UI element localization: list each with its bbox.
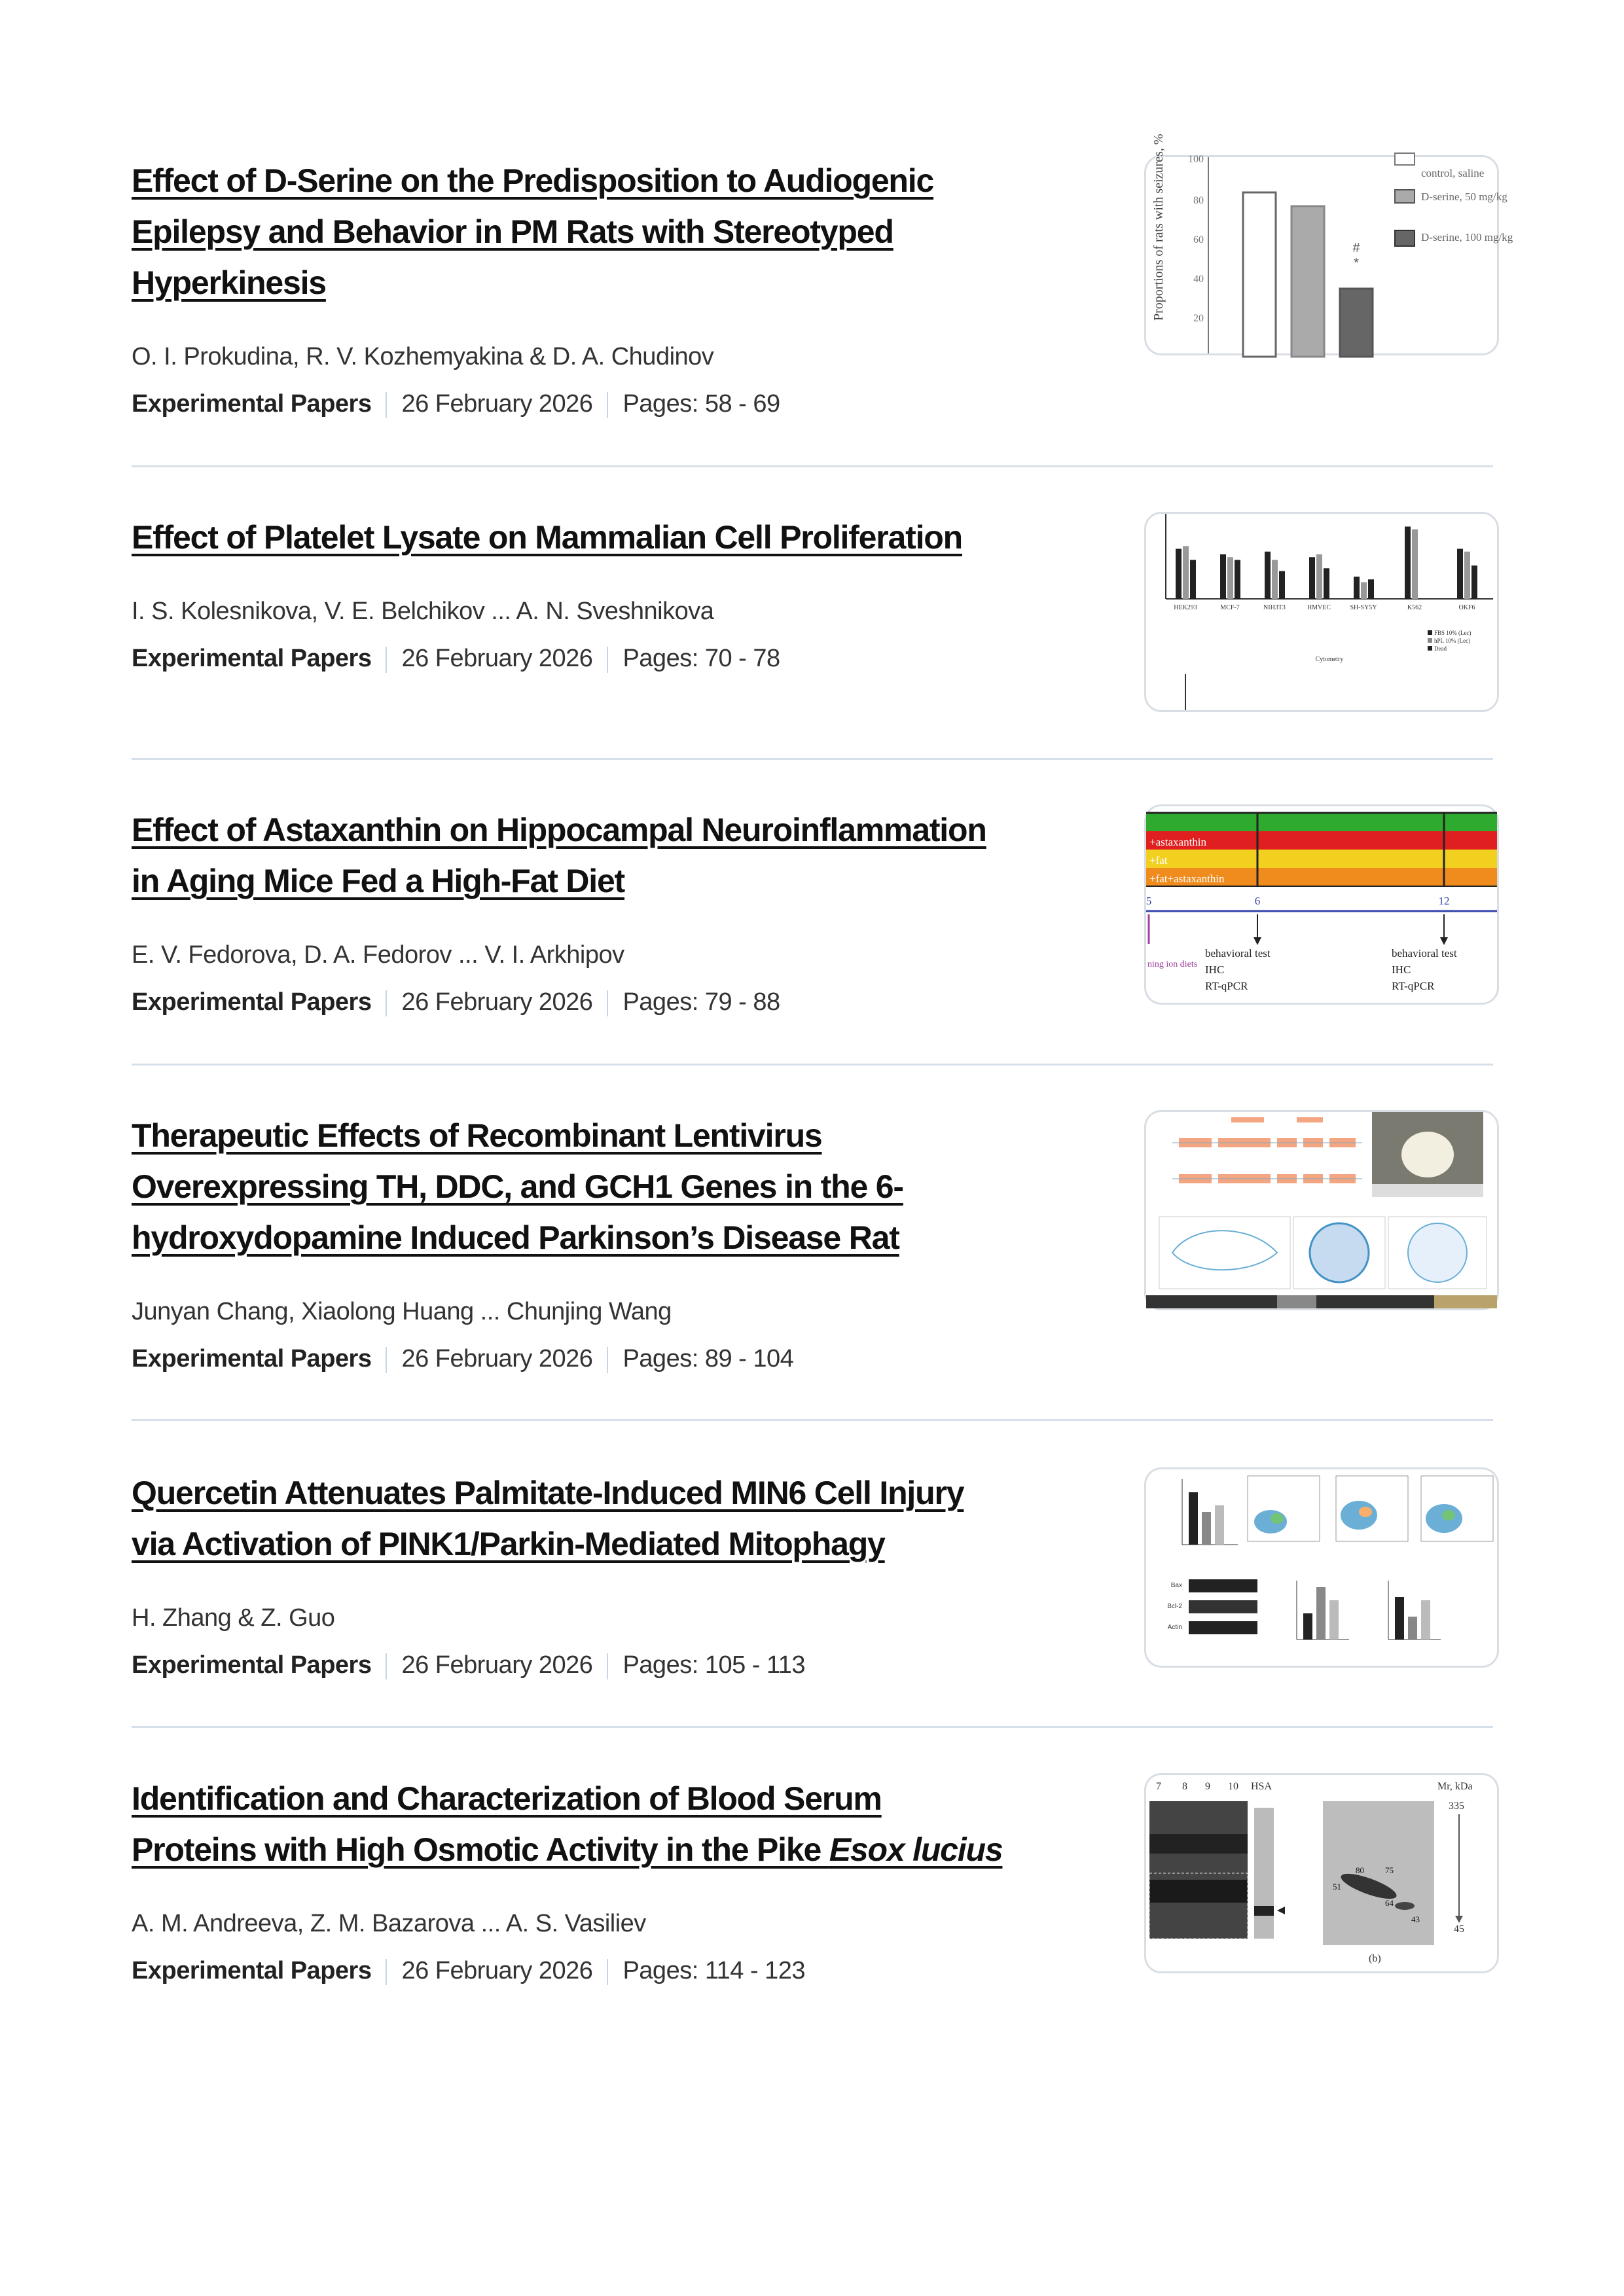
bar bbox=[1471, 565, 1477, 599]
timeline-note: behavioral test bbox=[1205, 947, 1271, 960]
meta-separator bbox=[607, 647, 608, 673]
article-item bbox=[132, 1467, 1493, 1689]
y-tick: 20 bbox=[1193, 313, 1204, 324]
bar bbox=[1316, 554, 1322, 599]
divider bbox=[132, 758, 1493, 760]
article-title-link[interactable]: Identification and Characterization of Blood Serum Proteins with High Osmotic Activity in the Pike Esox lucius bbox=[132, 1780, 1003, 1868]
article-pages: Pages: 70 - 78 bbox=[623, 645, 780, 672]
panel-label: (b) bbox=[1369, 1953, 1381, 1964]
x-tick: MCF-7 bbox=[1220, 604, 1240, 611]
divider bbox=[132, 1419, 1493, 1421]
article-authors: E. V. Fedorova, D. A. Fedorov ... V. I. Arkhipov bbox=[132, 941, 624, 969]
article-thumbnail[interactable] bbox=[1144, 1773, 1499, 1973]
article-type: Experimental Papers bbox=[132, 1957, 372, 1984]
article-item bbox=[132, 512, 1493, 682]
article-date: 26 February 2026 bbox=[401, 1651, 593, 1679]
bar bbox=[1309, 557, 1315, 599]
article-thumbnail[interactable] bbox=[1144, 1110, 1499, 1310]
timepoint: 6 bbox=[1254, 895, 1261, 907]
mr-tick: 45 bbox=[1454, 1924, 1464, 1935]
bar bbox=[1176, 549, 1182, 600]
timeline-note: RT-qPCR bbox=[1205, 980, 1248, 992]
article-title-link[interactable]: Effect of Platelet Lysate on Mammalian Cell Proliferation bbox=[132, 519, 962, 556]
article-type: Experimental Papers bbox=[132, 390, 372, 418]
legend-item: Dead bbox=[1434, 645, 1447, 652]
x-tick: NIH3T3 bbox=[1263, 604, 1286, 611]
bar bbox=[1405, 527, 1411, 600]
significance-mark: # bbox=[1352, 241, 1360, 255]
article-title-link[interactable]: Therapeutic Effects of Recombinant Lentivirus Overexpressing TH, DDC, and GCH1 Genes in the 6- hydroxydopamine Induced Parkinson’s Disease Rat bbox=[132, 1117, 903, 1256]
spot-label: 51 bbox=[1333, 1882, 1341, 1892]
meta-separator bbox=[386, 1959, 387, 1985]
divider bbox=[132, 1726, 1493, 1728]
bar bbox=[1324, 568, 1329, 599]
group-label: +fat+astaxanthin bbox=[1149, 872, 1225, 885]
timeline-note: behavioral test bbox=[1392, 947, 1457, 960]
meta-separator bbox=[386, 1347, 387, 1373]
group-label: +fat bbox=[1149, 854, 1168, 867]
spot-label: 80 bbox=[1356, 1865, 1364, 1875]
article-title[interactable] bbox=[132, 512, 1113, 563]
article-date: 26 February 2026 bbox=[401, 645, 593, 672]
article-pages: Pages: 105 - 113 bbox=[623, 1651, 806, 1679]
article-authors: Junyan Chang, Xiaolong Huang ... Chunjing Wang bbox=[132, 1298, 672, 1325]
legend-item: FBS 10% (Lec) bbox=[1434, 630, 1471, 636]
timeline-note: ning ion diets bbox=[1147, 960, 1198, 969]
spot-label: 64 bbox=[1385, 1898, 1394, 1908]
article-pages: Pages: 114 - 123 bbox=[623, 1957, 806, 1984]
meta-separator bbox=[607, 1653, 608, 1679]
y-tick: 40 bbox=[1193, 274, 1204, 285]
lane-label: 7 bbox=[1156, 1781, 1161, 1792]
meta-separator bbox=[607, 1347, 608, 1373]
article-title-link[interactable]: Effect of D-Serine on the Predisposition to Audiogenic Epilepsy and Behavior in PM Rats with Stereotyped Hyperkinesis bbox=[132, 162, 934, 301]
divider bbox=[132, 1064, 1493, 1066]
article-authors: I. S. Kolesnikova, V. E. Belchikov ... A. N. Sveshnikova bbox=[132, 598, 714, 625]
y-tick: 100 bbox=[1188, 154, 1204, 165]
article-pages: Pages: 79 - 88 bbox=[623, 988, 780, 1016]
legend-item: control, saline bbox=[1421, 167, 1485, 179]
bar bbox=[1464, 552, 1470, 599]
x-tick: OKF6 bbox=[1458, 604, 1475, 611]
article-authors: O. I. Prokudina, R. V. Kozhemyakina & D. A. Chudinov bbox=[132, 343, 714, 370]
article-meta bbox=[132, 380, 1493, 427]
timeline-note: IHC bbox=[1205, 963, 1225, 976]
x-tick: SH-SY5Y bbox=[1350, 604, 1377, 611]
meta-separator bbox=[386, 990, 387, 1016]
article-item bbox=[132, 1110, 1493, 1382]
bar bbox=[1183, 546, 1189, 599]
bar bbox=[1272, 560, 1278, 600]
meta-separator bbox=[386, 647, 387, 673]
bar bbox=[1368, 579, 1374, 599]
article-title-link[interactable]: Effect of Astaxanthin on Hippocampal Neuroinflammation in Aging Mice Fed a High-Fat Diet bbox=[132, 812, 986, 899]
article-item bbox=[132, 804, 1493, 1026]
x-tick: HMVEC bbox=[1307, 604, 1331, 611]
proliferation-figure bbox=[1146, 514, 1497, 710]
bar-50mg bbox=[1291, 206, 1324, 357]
y-tick: 60 bbox=[1193, 234, 1204, 245]
timeline-note: IHC bbox=[1392, 963, 1411, 976]
article-item bbox=[132, 134, 1513, 427]
bar bbox=[1235, 560, 1240, 600]
lentivirus-figure bbox=[1146, 1112, 1497, 1308]
y-tick: 80 bbox=[1193, 195, 1204, 206]
timepoint: 12 bbox=[1438, 895, 1450, 907]
bar-100mg bbox=[1340, 289, 1373, 357]
bar bbox=[1220, 554, 1226, 599]
article-title-link[interactable]: Quercetin Attenuates Palmitate-Induced MIN6 Cell Injury via Activation of PINK1/Parkin-Mediated Mitophagy bbox=[132, 1475, 964, 1562]
article-type: Experimental Papers bbox=[132, 1345, 372, 1372]
species-name: Esox lucius bbox=[829, 1831, 1003, 1868]
timepoint: 5 bbox=[1146, 895, 1152, 907]
lane-label: 8 bbox=[1182, 1781, 1187, 1792]
mr-label: Mr, kDa bbox=[1437, 1781, 1473, 1792]
figure-ylabel: Proportions of rats with seizures, % bbox=[1151, 134, 1166, 321]
article-title[interactable] bbox=[132, 1773, 1113, 1875]
article-authors: A. M. Andreeva, Z. M. Bazarova ... A. S. Vasiliev bbox=[132, 1910, 646, 1937]
x-label: Cytometry bbox=[1315, 656, 1344, 663]
article-title[interactable] bbox=[132, 1110, 1113, 1263]
article-title[interactable] bbox=[132, 155, 1113, 308]
x-tick: HEK293 bbox=[1174, 604, 1197, 611]
lane-label: 9 bbox=[1205, 1781, 1210, 1792]
meta-separator bbox=[386, 392, 387, 418]
article-thumbnail[interactable] bbox=[1144, 1467, 1499, 1668]
bar bbox=[1190, 560, 1196, 600]
article-thumbnail[interactable] bbox=[1144, 512, 1499, 712]
article-type: Experimental Papers bbox=[132, 988, 372, 1016]
article-type: Experimental Papers bbox=[132, 1651, 372, 1679]
article-authors: H. Zhang & Z. Guo bbox=[132, 1604, 335, 1632]
spot-label: 43 bbox=[1411, 1914, 1420, 1924]
article-item bbox=[132, 1773, 1493, 1994]
legend-item: D-serine, 100 mg/kg bbox=[1421, 231, 1513, 243]
timeline-figure bbox=[1146, 806, 1497, 1003]
article-title[interactable] bbox=[132, 1467, 1113, 1570]
bar bbox=[1265, 552, 1271, 599]
lane-label: HSA bbox=[1251, 1781, 1272, 1792]
bar bbox=[1361, 583, 1367, 600]
article-date: 26 February 2026 bbox=[401, 988, 593, 1016]
bar-control bbox=[1243, 192, 1276, 357]
electrophoresis-figure bbox=[1146, 1775, 1497, 1971]
bar bbox=[1412, 529, 1418, 599]
article-title[interactable] bbox=[132, 804, 1113, 906]
meta-separator bbox=[386, 1653, 387, 1679]
article-type: Experimental Papers bbox=[132, 645, 372, 672]
x-tick: K562 bbox=[1407, 604, 1422, 611]
bar bbox=[1354, 577, 1360, 599]
article-meta bbox=[132, 1335, 1493, 1382]
blot-label: Actin bbox=[1167, 1624, 1182, 1631]
article-date: 26 February 2026 bbox=[401, 1957, 593, 1984]
legend-item: hPL 10% (Lec) bbox=[1434, 637, 1471, 644]
group-label: +astaxanthin bbox=[1149, 836, 1207, 848]
article-thumbnail[interactable] bbox=[1144, 804, 1499, 1005]
timeline-note: RT-qPCR bbox=[1392, 980, 1435, 992]
legend-item: D-serine, 50 mg/kg bbox=[1421, 190, 1507, 203]
quercetin-figure bbox=[1146, 1469, 1497, 1666]
lane-label: 10 bbox=[1228, 1781, 1238, 1792]
blot-label: Bax bbox=[1170, 1582, 1182, 1589]
blot-label: Bcl-2 bbox=[1167, 1603, 1182, 1610]
meta-separator bbox=[607, 990, 608, 1016]
article-pages: Pages: 89 - 104 bbox=[623, 1345, 794, 1372]
bar bbox=[1279, 571, 1285, 600]
meta-separator bbox=[607, 1959, 608, 1985]
bar-chart-figure bbox=[1146, 134, 1513, 353]
spot-label: 75 bbox=[1385, 1865, 1394, 1875]
article-date: 26 February 2026 bbox=[401, 390, 593, 418]
meta-separator bbox=[607, 392, 608, 418]
mr-tick: 335 bbox=[1449, 1801, 1464, 1812]
article-thumbnail[interactable] bbox=[1144, 134, 1513, 355]
divider bbox=[132, 465, 1493, 467]
article-date: 26 February 2026 bbox=[401, 1345, 593, 1372]
article-pages: Pages: 58 - 69 bbox=[623, 390, 780, 418]
bar bbox=[1457, 549, 1463, 600]
bar bbox=[1227, 557, 1233, 599]
significance-mark: * bbox=[1354, 256, 1359, 270]
